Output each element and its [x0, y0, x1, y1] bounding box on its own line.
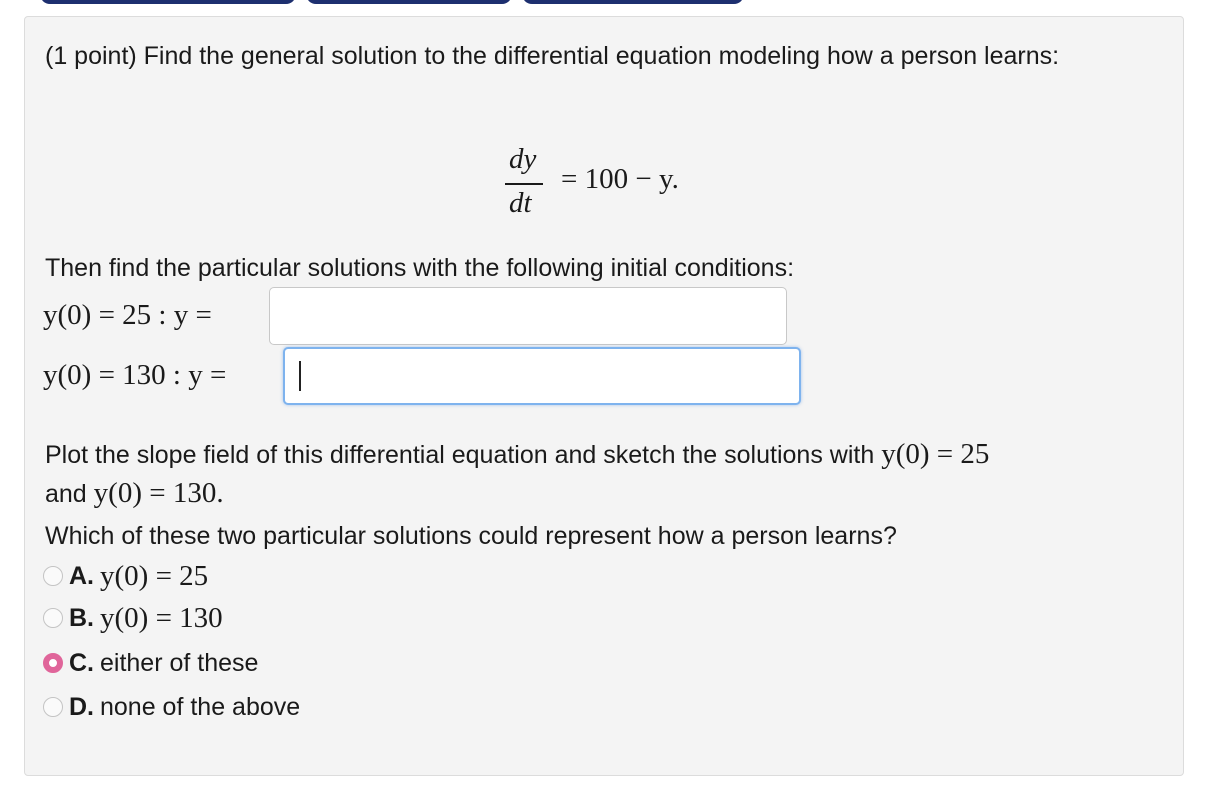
option-b[interactable]: [43, 599, 223, 637]
option-c[interactable]: [43, 644, 258, 682]
top-tab-2[interactable]: [306, 0, 512, 4]
then-text: Then find the particular solutions with the following initial conditions:: [45, 254, 795, 282]
plot-math-2: y(0) = 130.: [93, 477, 224, 509]
top-tab-3[interactable]: [522, 0, 744, 4]
radio-b-icon[interactable]: [43, 608, 63, 628]
top-tab-1[interactable]: [40, 0, 296, 4]
plot-instructions: [45, 435, 1165, 513]
question-text: Which of these two particular solutions could represent how a person learns?: [45, 522, 897, 550]
answer-input-1[interactable]: [269, 287, 787, 345]
equation-rhs: = 100 − y.: [561, 163, 679, 195]
radio-c-icon[interactable]: [43, 653, 63, 673]
fraction-bar: [505, 183, 543, 185]
plot-math-1: y(0) = 25: [881, 438, 990, 470]
radio-d-icon[interactable]: [43, 697, 63, 717]
option-a[interactable]: [43, 557, 208, 595]
fraction-numerator: dy: [509, 143, 537, 175]
option-c-text: either of these: [100, 648, 259, 677]
option-d-text: none of the above: [100, 692, 301, 721]
plot-text-1: Plot the slope field of this differential equation and sketch the solutions with: [45, 441, 875, 469]
option-d[interactable]: [43, 688, 300, 726]
answer-input-2[interactable]: [283, 347, 801, 405]
top-tab-strip: [0, 0, 1232, 6]
initial-condition-label-2: y(0) = 130 : y =: [43, 359, 227, 391]
fraction-denominator: dt: [509, 187, 532, 219]
option-d-letter: D.: [69, 692, 94, 721]
derivative-fraction: [505, 143, 545, 225]
option-a-text: y(0) = 25: [100, 559, 209, 592]
option-c-letter: C.: [69, 648, 94, 677]
option-b-text: y(0) = 130: [100, 601, 223, 634]
problem-intro: (1 point) Find the general solution to the differential equation modeling how a person learns:: [45, 42, 1060, 70]
option-b-letter: B.: [69, 603, 94, 632]
problem-panel: [24, 16, 1184, 776]
text-caret: [299, 361, 301, 391]
plot-text-2: and: [45, 480, 87, 508]
differential-equation: [505, 143, 745, 225]
option-a-letter: A.: [69, 561, 94, 590]
initial-condition-label-1: y(0) = 25 : y =: [43, 299, 212, 331]
radio-a-icon[interactable]: [43, 566, 63, 586]
